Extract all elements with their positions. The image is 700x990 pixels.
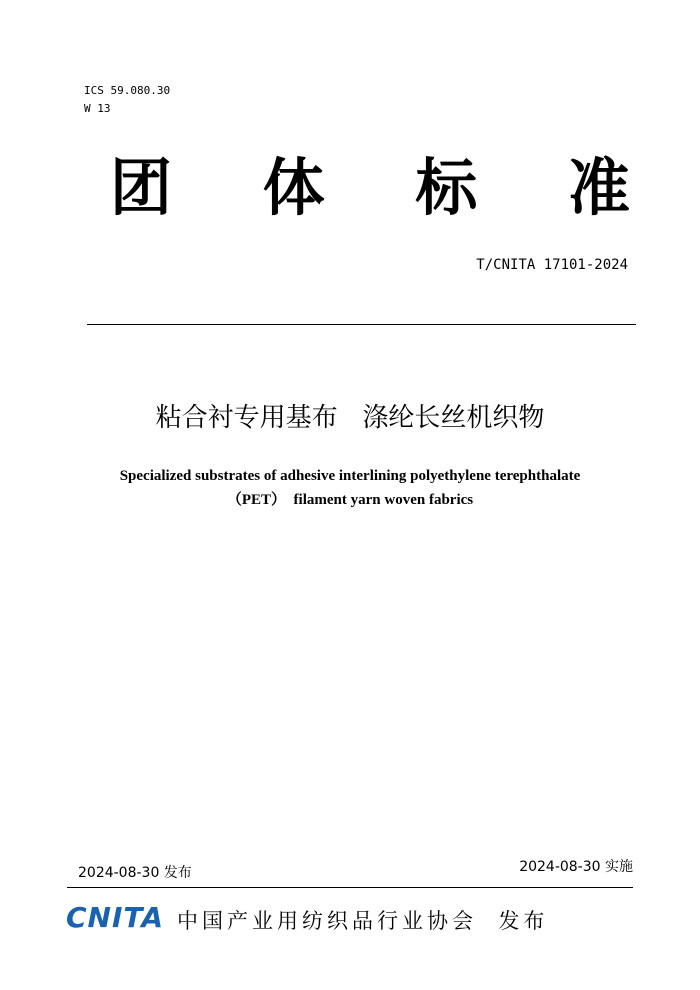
bottom-divider [67, 887, 633, 888]
standard-type-title [110, 152, 630, 224]
chinese-title: 粘合衬专用基布 涤纶长丝机织物 [155, 403, 545, 433]
ics-code: ICS 59.080.30 [84, 84, 171, 97]
top-divider [87, 324, 636, 325]
implementation-date: 2024-08-30 实施 [519, 859, 633, 875]
title-char-1: 团 [110, 151, 173, 224]
standard-number: T/CNITA 17101-2024 [476, 257, 628, 273]
english-title-line-2: （PET） filament yarn woven fabrics [226, 492, 474, 508]
title-char-3: 标 [415, 151, 478, 224]
english-title [60, 464, 640, 512]
english-title-line-1: Specialized substrates of adhesive interlining polyethylene terephthalate [119, 468, 581, 484]
classification-code: W 13 [84, 102, 111, 115]
title-char-4: 准 [567, 151, 630, 224]
publish-date: 2024-08-30 发布 [78, 865, 192, 881]
title-char-2: 体 [262, 151, 325, 224]
cnita-logo: CNITA [66, 901, 164, 934]
issuing-organization: 中国产业用纺织品行业协会 发布 [177, 909, 549, 933]
